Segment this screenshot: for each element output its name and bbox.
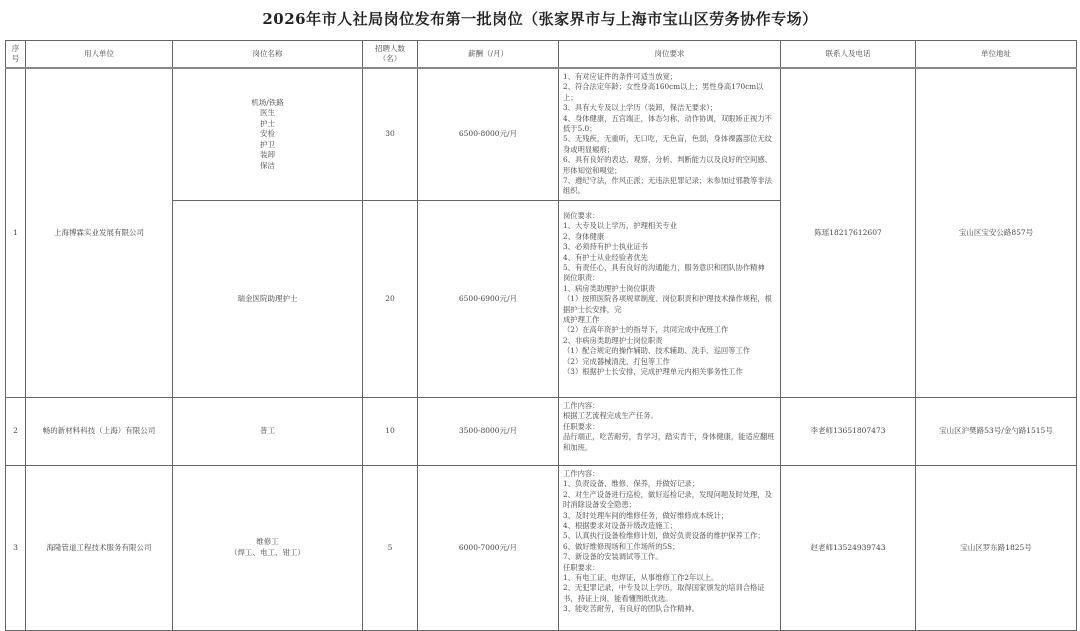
salary-cell: 6500-6900元/月 — [418, 200, 559, 397]
address-cell: 宝山区沪樊路53号/金勺路1515号 — [916, 397, 1077, 465]
position-cell: 普工 — [173, 397, 363, 465]
header-contact: 联系人及电话 — [781, 41, 916, 69]
header-address: 单位地址 — [916, 41, 1077, 69]
seq-cell: 3 — [6, 465, 26, 630]
document-title: 2026年市人社局岗位发布第一批岗位（张家界市与上海市宝山区劳务协作专场） — [262, 10, 818, 28]
header-seq: 序号 — [6, 41, 26, 69]
salary-cell: 6000-7000元/月 — [418, 465, 559, 630]
company-cell: 畅的新材料科技（上海）有限公司 — [26, 397, 173, 465]
contact-cell: 陈瑶18217612607 — [781, 68, 916, 397]
count-cell: 20 — [363, 200, 418, 397]
position-cell: 机场/铁路 医生 护士 安检 护卫 装卸 保洁 — [173, 68, 363, 200]
position-cell: 维修工 （焊工、电工、钳工） — [173, 465, 363, 630]
header-row — [6, 41, 1077, 69]
salary-cell: 6500-8000元/月 — [418, 68, 559, 200]
count-cell: 10 — [363, 397, 418, 465]
count-cell: 30 — [363, 68, 418, 200]
contact-cell: 李老师13651807473 — [781, 397, 916, 465]
header-count: 招聘人数 （名） — [363, 41, 418, 69]
requirements-cell: 1、有对应证件的条件可适当放宽； 2、符合法定年龄；女性身高160cm以上；男性身高170cm以上； 3、具有大专及以上学历（装卸，保洁无要求）； 4、身体健康，五官端正，体态匀称，动作协调，双眼矫正视力不低于5.0； 5、无残疾，无重听，无口吃，无色盲，色弱，身体裸露部位无纹身或明显瘢痕； 6、具有良好的表达、观察、分析、判断能力以及良好的空间感、形体知觉和嗅觉； 7、遵纪守法，作风正派；无违法犯罪记录；未参加过邪教等非法组织。 — [559, 68, 781, 200]
address-cell: 宝山区罗东路1825号 — [916, 465, 1077, 630]
company-cell: 上海博霖实业发展有限公司 — [26, 68, 173, 397]
header-position: 岗位名称 — [173, 41, 363, 69]
header-salary: 薪酬（/月） — [418, 41, 559, 69]
header-requirements: 岗位要求 — [559, 41, 781, 69]
requirements-cell: 岗位要求： 1、大专及以上学历，护理相关专业 2、身体健康 3、必须持有护士执业证书 4、有护士从业经验者优先 5、有责任心，具有良好的沟通能力，服务意识和团队协作精神 岗位职责： 1、病房类助理护士岗位职责 （1）按照医院各项规章制度、岗位职责和护理技术操作规程，根据护士长安排，完 成护理工作 （2）在高年资护士的指导下，共同完成中夜班工作 2、非病房类助理护士岗位职责 （1）配合规定的操作辅助、技术辅助、洗手、巡回等工作 （2）完成器械清洗、打包等工作 （3）根据护士长安排，完成护理单元内相关事务性工作 — [559, 200, 781, 397]
requirements-cell: 工作内容： 根据工艺流程完成生产任务。 任职要求： 品行端正，吃苦耐劳，肯学习，踏实肯干，身体健康，能适应翻班和加班。 — [559, 397, 781, 465]
address-cell: 宝山区宝安公路857号 — [916, 68, 1077, 397]
seq-cell: 1 — [6, 68, 26, 397]
table-row — [6, 68, 1077, 200]
salary-cell: 3500-8000元/月 — [418, 397, 559, 465]
company-cell: 海隆管道工程技术服务有限公司 — [26, 465, 173, 630]
contact-cell: 赵老师13524939743 — [781, 465, 916, 630]
requirements-cell: 工作内容： 1、负责设备、维修、保养，并做好记录； 2、对生产设备进行巡检，做好巡检记录，发现问题及时处理，及时消除设备安全隐患； 3、及时处理车间的维修任务，做好维修成本统计； 4、根据要求对设备升级改造施工； 5、认真执行设备检维修计划，做好负责设备的维护保养工作； 6、做好维修现场和工作场所的5S； 7、新设备的安装调试等工作。 任职要求： 1、有电工证、电焊证，从事维修工作2年以上。 2、无犯罪记录，中专及以上学历，取得国家颁发的培训合格证书，持证上岗，能看懂图纸优选。 3、能吃苦耐劳，有良好的团队合作精神。 — [559, 465, 781, 630]
header-company: 用人单位 — [26, 41, 173, 69]
count-cell: 5 — [363, 465, 418, 630]
position-cell: 瑞金医院助理护士 — [173, 200, 363, 397]
job-table — [5, 40, 1077, 631]
table-row — [6, 397, 1077, 465]
seq-cell: 2 — [6, 397, 26, 465]
table-row — [6, 465, 1077, 630]
